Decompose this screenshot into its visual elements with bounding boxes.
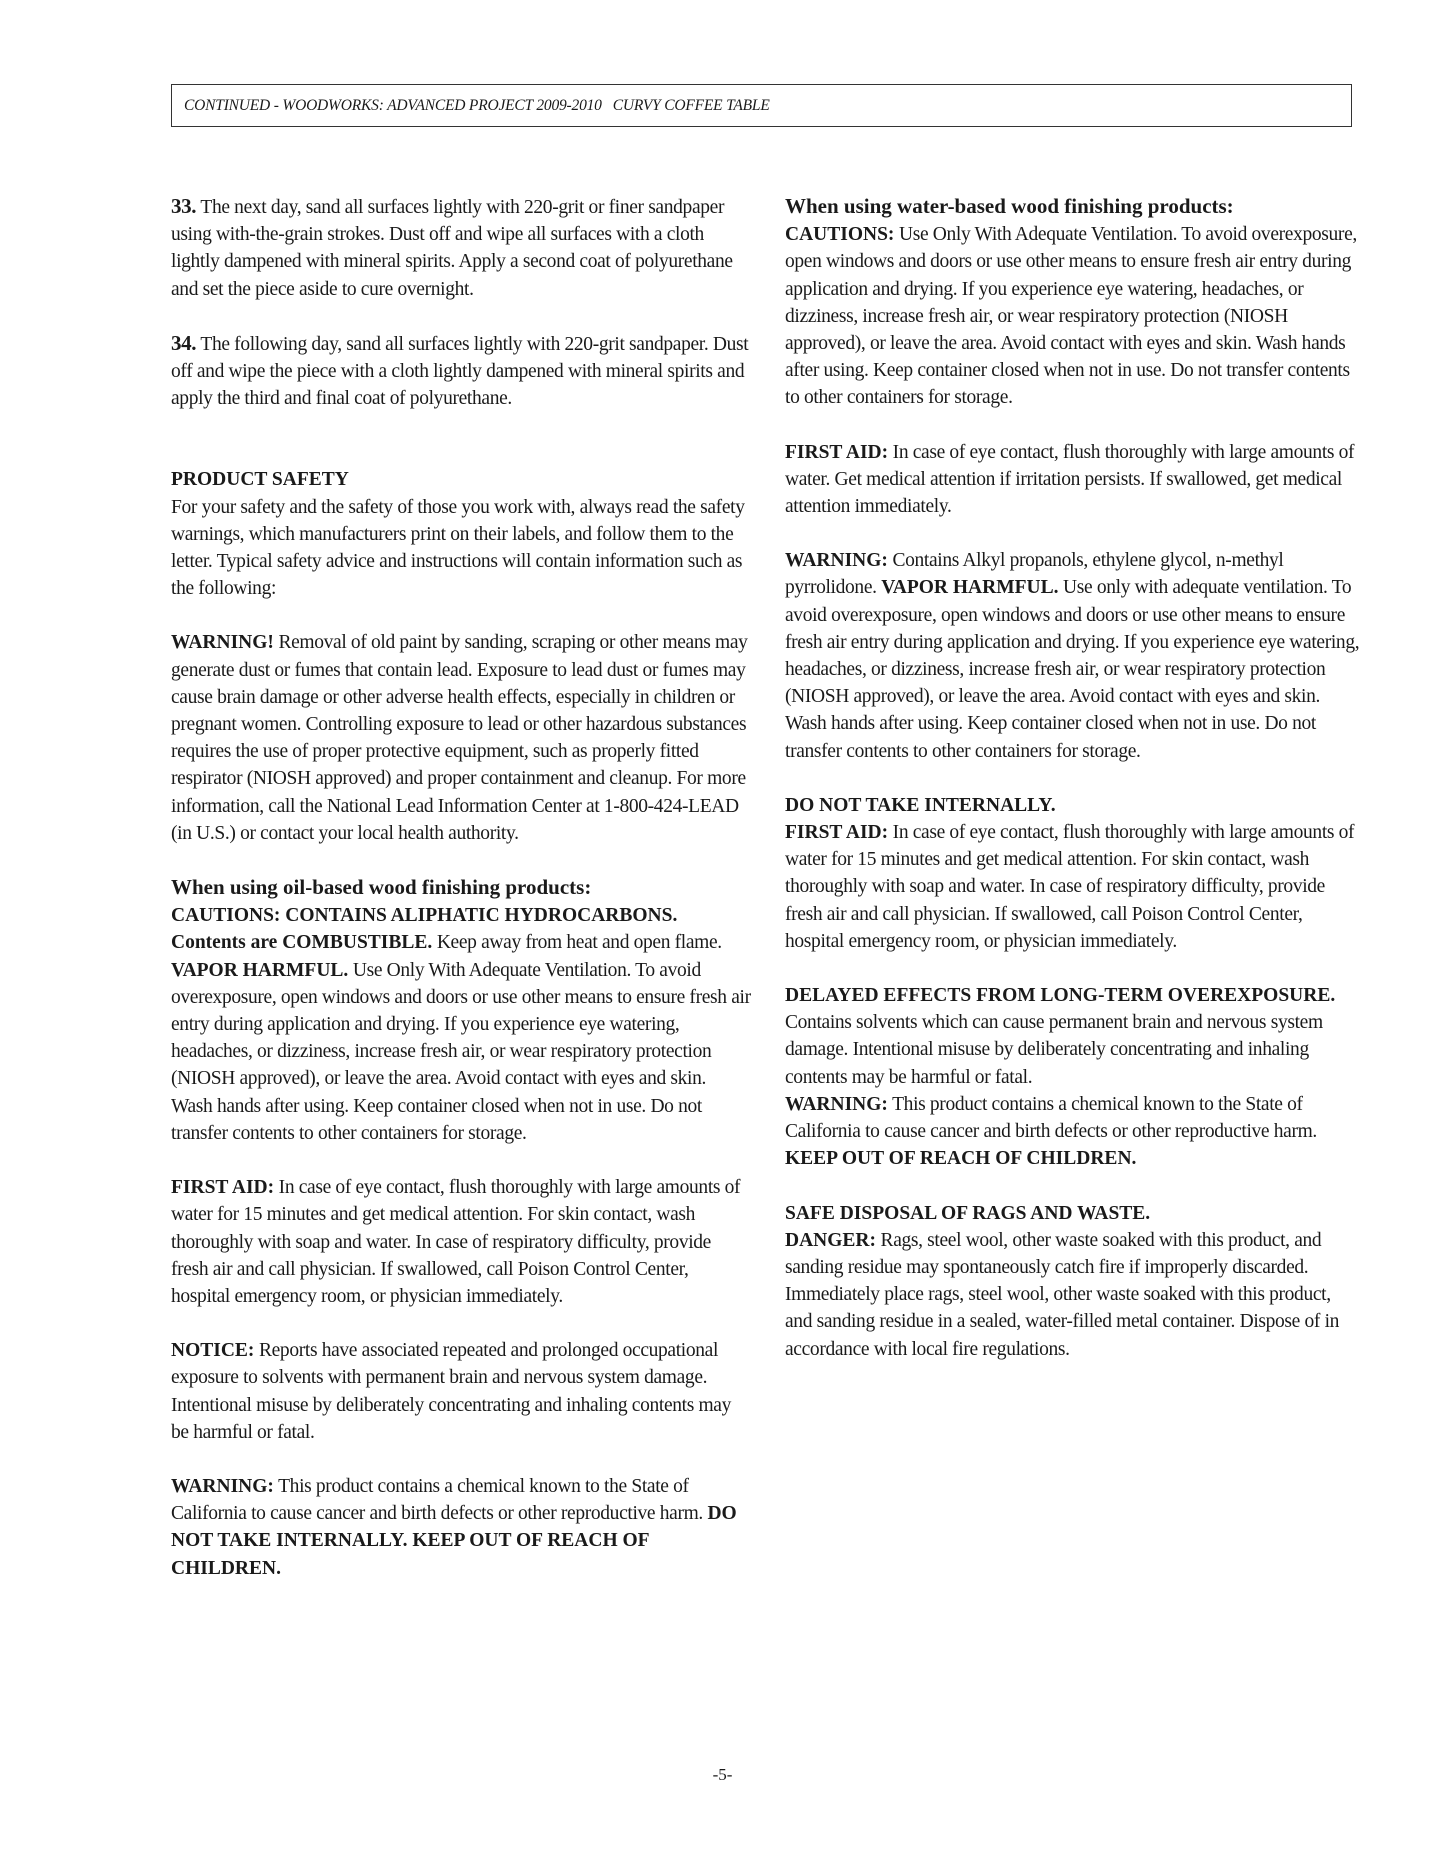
oil-combustible: Contents are COMBUSTIBLE. xyxy=(171,932,433,954)
first-aid xyxy=(171,1174,751,1310)
water-based-section xyxy=(785,193,1360,412)
oil-cautions: CAUTIONS: CONTAINS ALIPHATIC HYDROCARBONS. xyxy=(171,905,678,927)
delayed-title: DELAYED EFFECTS FROM LONG-TERM OVEREXPOSURE. xyxy=(785,985,1336,1007)
california-warning xyxy=(171,1473,751,1582)
product-safety-title: PRODUCT SAFETY xyxy=(171,469,349,491)
danger-label: DANGER: xyxy=(785,1229,876,1251)
first-aid xyxy=(785,439,1360,521)
step-number: 33. xyxy=(171,194,197,218)
left-column xyxy=(171,193,751,1609)
water-heading: When using water-based wood finishing products: xyxy=(785,194,1234,218)
notice-label: NOTICE: xyxy=(171,1340,255,1362)
warning-vapor: VAPOR HARMFUL. xyxy=(881,577,1059,599)
do-not-take-section xyxy=(785,792,1360,955)
oil-text-1: Keep away from heat and open flame. xyxy=(436,932,722,954)
disposal-text: Rags, steel wool, other waste soaked with this product, and sanding residue may spontaneously catch fire if improperly discarded. Immediately place rags, steel wool, other waste soaked with this product, and sanding residue in a sealed, water-filled metal container. Dispose of in accordance with local fire regulations. xyxy=(785,1229,1340,1360)
step-number: 34. xyxy=(171,330,197,355)
step-34 xyxy=(171,330,751,413)
first-aid-label: FIRST AID: xyxy=(785,822,889,844)
step-text: The following day, sand all surfaces lightly with 220-grit sandpaper. Dust off and wipe the piece with a cloth lightly dampened with mineral spirits and apply the third and final coat of polyurethane. xyxy=(171,333,749,410)
right-column xyxy=(785,193,1360,1390)
oil-text-2: Use Only With Adequate Ventilation. To avoid overexposure, open windows and doors or use other means to ensure fresh air entry during application and drying. If you experience eye watering, headaches, or dizziness, increase fresh air, or wear respiratory protection (NIOSH approved), or leave the area. Avoid contact with eyes and skin. Wash hands after using. Keep container closed when not in use. Do not transfer contents to other containers for storage. xyxy=(171,959,751,1144)
warning-bold-tail: DO NOT TAKE INTERNALLY. KEEP OUT OF REACH OF CHILDREN. xyxy=(171,1503,737,1579)
first-aid-label: FIRST AID: xyxy=(171,1177,275,1199)
warning-label: WARNING: xyxy=(785,1093,888,1115)
product-safety-text: For your safety and the safety of those you work with, always read the safety warnings, which manufacturers print on their labels, and follow them to the letter. Typical safety advice and instructions will contain information such as the following: xyxy=(171,496,745,600)
first-aid-text: In case of eye contact, flush thoroughly with large amounts of water for 15 minutes and get medical attention. For skin contact, wash thoroughly with soap and water. In case of respiratory difficulty, provide fresh air and call physician. If swallowed, call Poison Control Center, hospital emergency room, or physician immediately. xyxy=(171,1177,741,1307)
delayed-effects-section xyxy=(785,982,1360,1172)
disposal-title: SAFE DISPOSAL OF RAGS AND WASTE. xyxy=(785,1202,1151,1224)
warning-text: This product contains a chemical known to the State of California to cause cancer and birth defects or other reproductive harm. xyxy=(171,1475,703,1525)
water-cautions-label: CAUTIONS: xyxy=(785,224,895,246)
step-33 xyxy=(171,193,751,303)
first-aid-label: FIRST AID: xyxy=(785,441,889,463)
page-header xyxy=(171,84,1352,127)
warning-text-1: Contains Alkyl propanols, ethylene glycol, n-methyl pyrrolidone. xyxy=(785,550,1284,599)
warning-label: WARNING! xyxy=(171,632,274,654)
first-aid-text: In case of eye contact, flush thoroughly with large amounts of water for 15 minutes and get medical attention. For skin contact, wash thoroughly with soap and water. In case of respiratory difficulty, provide fresh air and call physician. If swallowed, call Poison Control Center, hospital emergency room, or physician immediately. xyxy=(785,822,1355,952)
delayed-text: Contains solvents which can cause permanent brain and nervous system damage. Intentional misuse by deliberately concentrating and inhaling contents may be harmful or fatal. xyxy=(785,1012,1323,1088)
first-aid-text: In case of eye contact, flush thoroughly with large amounts of water. Get medical attention if irritation persists. If swallowed, get medical attention immediately. xyxy=(785,441,1355,518)
page-number: -5- xyxy=(712,1765,733,1784)
oil-vapor: VAPOR HARMFUL. xyxy=(171,959,349,981)
oil-based-section xyxy=(171,874,751,1147)
step-text: The next day, sand all surfaces lightly with 220-grit or finer sandpaper using with-the-grain strokes. Dust off and wipe all surfaces with a cloth lightly dampened with mineral spirits. Apply a second coat of polyurethane and set the piece aside to cure overnight. xyxy=(171,197,733,300)
notice xyxy=(171,1337,751,1446)
warning-text: Removal of old paint by sanding, scraping or other means may generate dust or fumes that contain lead. Exposure to lead dust or fumes may cause brain damage or other adverse health effects, especially in children or pregnant women. Controlling exposure to lead or other hazardous substances requires the use of proper protective equipment, such as properly fitted respirator (NIOSH approved) and proper containment and cleanup. For more information, call the National Lead Information Center at 1-800-424-LEAD (in U.S.) or contact your local health authority. xyxy=(171,632,748,844)
oil-heading: When using oil-based wood finishing products: xyxy=(171,875,592,900)
water-text: Use Only With Adequate Ventilation. To avoid overexposure, open windows and doors or use other means to ensure fresh air entry during application and drying. If you experience eye watering, headaches, or dizziness, increase fresh air, or wear respiratory protection (NIOSH approved), or leave the area. Avoid contact with eyes and skin. Wash hands after using. Keep container closed when not in use. Do not transfer contents to other containers for storage. xyxy=(785,224,1357,409)
warning-text-2: Use only with adequate ventilation. To avoid overexposure, open windows and doors or use other means to ensure fresh air entry during application and drying. If you experience eye watering, headaches, or dizziness, increase fresh air, or wear respiratory protection (NIOSH approved), or leave the area. Avoid contact with eyes and skin. Wash hands after using. Keep container closed when not in use. Do not transfer contents to other containers for storage. xyxy=(785,577,1360,762)
disposal-section xyxy=(785,1200,1360,1363)
notice-text: Reports have associated repeated and prolonged occupational exposure to solvents with permanent brain and nervous system damage. Intentional misuse by deliberately concentrating and inhaling contents may be harmful or fatal. xyxy=(171,1340,732,1443)
warning-label: WARNING: xyxy=(785,550,888,572)
do-not-take-title: DO NOT TAKE INTERNALLY. xyxy=(785,794,1056,816)
header-title: CONTINUED - WOODWORKS: ADVANCED PROJECT 2009-2010 CURVY COFFEE TABLE xyxy=(184,96,770,114)
lead-warning xyxy=(171,629,751,847)
warning-label: WARNING: xyxy=(171,1475,274,1497)
warning-bold-tail: KEEP OUT OF REACH OF CHILDREN. xyxy=(785,1148,1137,1170)
water-warning xyxy=(785,547,1360,765)
warning-text: This product contains a chemical known to the State of California to cause cancer and birth defects or other reproductive harm. xyxy=(785,1093,1317,1143)
